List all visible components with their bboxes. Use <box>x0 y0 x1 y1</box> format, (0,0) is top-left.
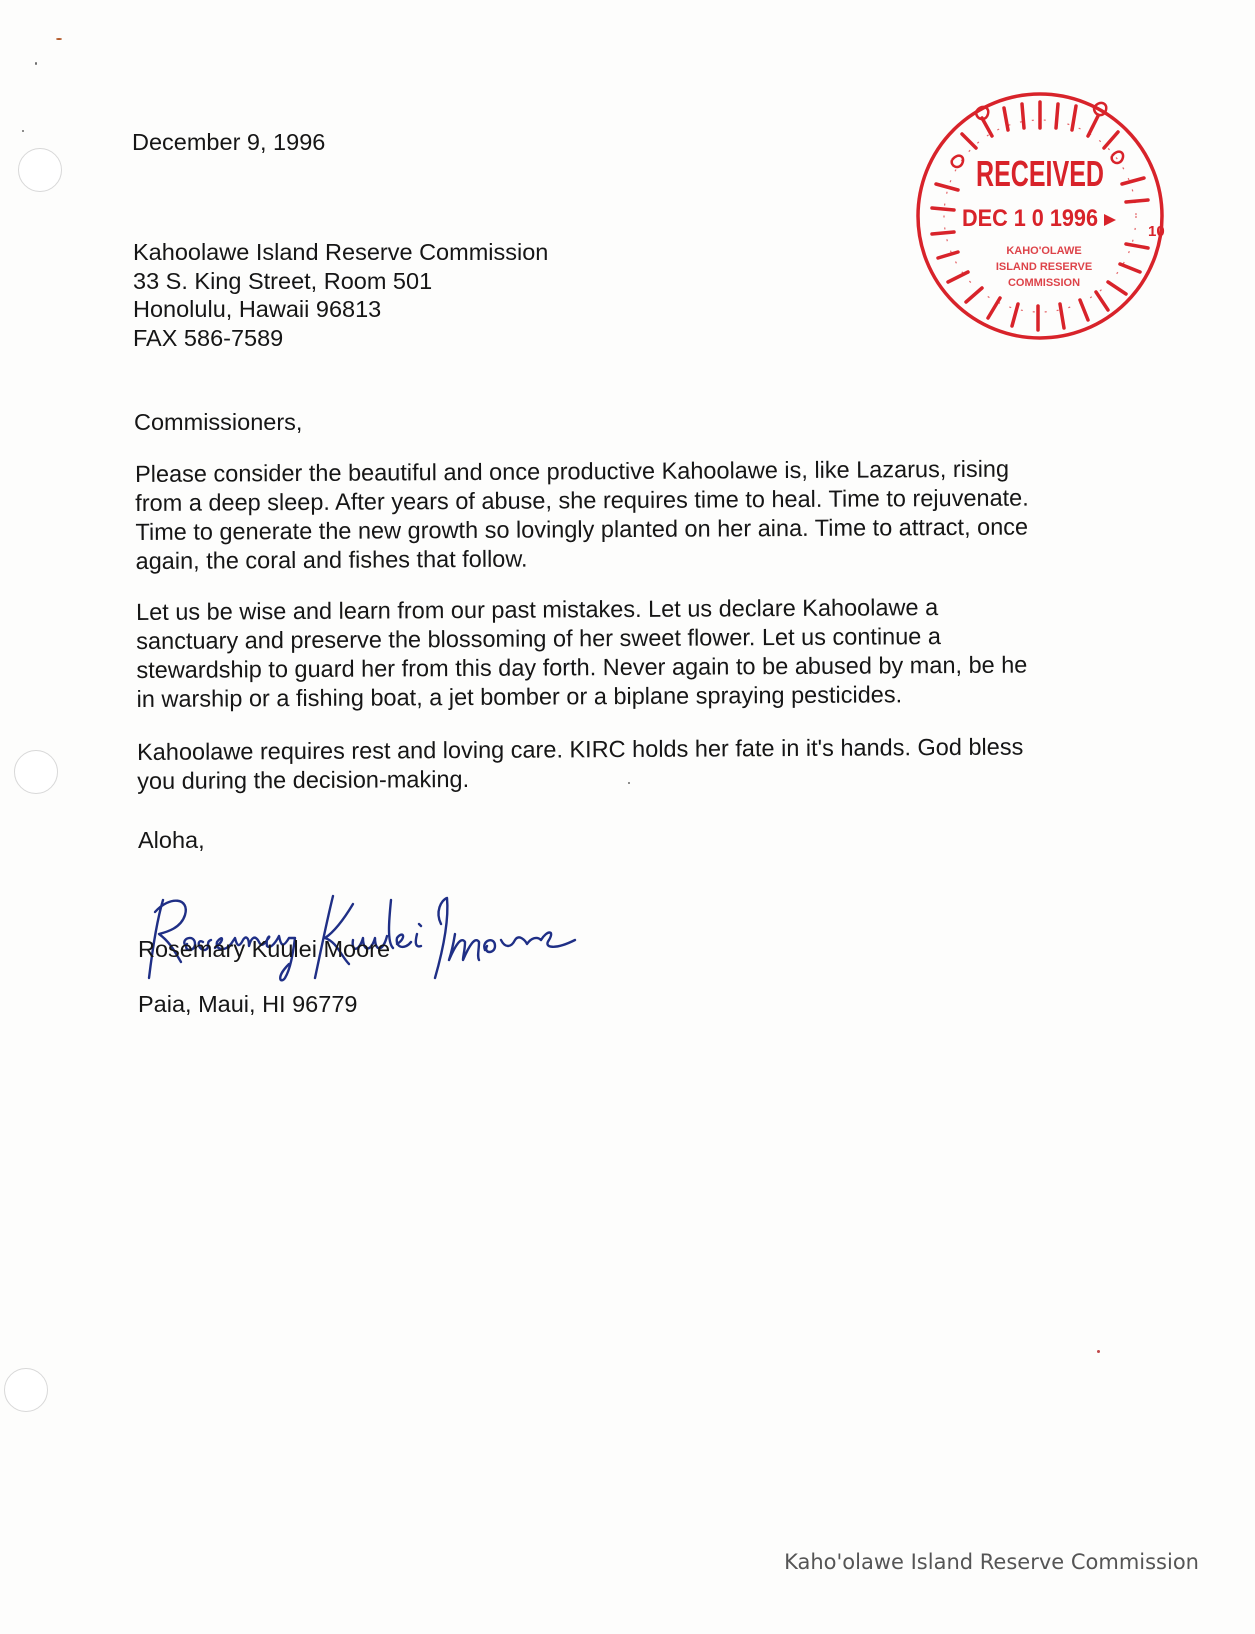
received-stamp <box>908 88 1198 378</box>
signer-location: Paia, Maui, HI 96779 <box>138 991 358 1017</box>
binder-hole-middle <box>14 750 58 794</box>
stamp-graphic <box>908 88 1198 378</box>
letter-date: December 9, 1996 <box>132 129 326 155</box>
paragraph-line: sanctuary and preserve the blossoming of her sweet flower. Let us continue a <box>136 623 942 654</box>
paragraph-line: from a deep sleep. After years of abuse, she requires time to heal. Time to rejuvenate. <box>135 484 1029 516</box>
binder-hole-bottom <box>4 1368 48 1412</box>
paragraph-line: Let us be wise and learn from our past mistakes. Let us declare Kahoolawe a <box>136 594 939 625</box>
stamp-org-line: COMMISSION <box>1007 277 1081 289</box>
paragraph-1 <box>135 454 1136 576</box>
scan-speck <box>22 130 24 132</box>
paragraph-3 <box>137 732 1137 796</box>
recipient-line: FAX 586-7589 <box>133 325 284 351</box>
scan-speck <box>35 62 37 65</box>
salutation: Commissioners, <box>134 409 303 435</box>
paragraph-line: in warship or a fishing boat, a jet bomber or a biplane spraying pesticides. <box>136 681 903 712</box>
closing: Aloha, <box>138 827 205 853</box>
paragraph-line: Kahoolawe requires rest and loving care. KIRC holds her fate in it's hands. God bless <box>137 733 1024 765</box>
binder-hole-top <box>18 148 62 192</box>
stamp-hour-mark: 10 <box>1148 223 1165 240</box>
scan-speck <box>56 38 62 40</box>
recipient-line: Honolulu, Hawaii 96813 <box>133 296 382 322</box>
recipient-line: Kahoolawe Island Reserve Commission <box>133 239 549 265</box>
stamp-org-line: ISLAND RESERVE <box>995 261 1093 273</box>
paragraph-line: again, the coral and fishes that follow. <box>135 545 528 574</box>
signer-name: Rosemary Kuulei Moore <box>138 936 391 962</box>
stamp-date: DEC 1 0 1996 <box>962 205 1098 232</box>
paragraph-2 <box>136 592 1137 714</box>
stamp-arrow-icon <box>1104 214 1116 226</box>
paragraph-line: you during the decision-making. <box>137 765 470 794</box>
footer-watermark: Kaho'olawe Island Reserve Commission <box>784 1550 1199 1574</box>
paragraph-line: Please consider the beautiful and once productive Kahoolawe is, like Lazarus, rising <box>135 455 1010 487</box>
paragraph-line: stewardship to guard her from this day forth. Never again to be abused by man, be he <box>136 651 1028 683</box>
stamp-org-line: KAHO'OLAWE <box>1006 245 1082 257</box>
stamp-title: RECEIVED <box>976 153 1104 194</box>
recipient-line: 33 S. King Street, Room 501 <box>133 268 433 294</box>
scan-speck <box>1097 1350 1100 1353</box>
paragraph-line: Time to generate the new growth so lovingly planted on her aina. Time to attract, once <box>135 513 1029 545</box>
